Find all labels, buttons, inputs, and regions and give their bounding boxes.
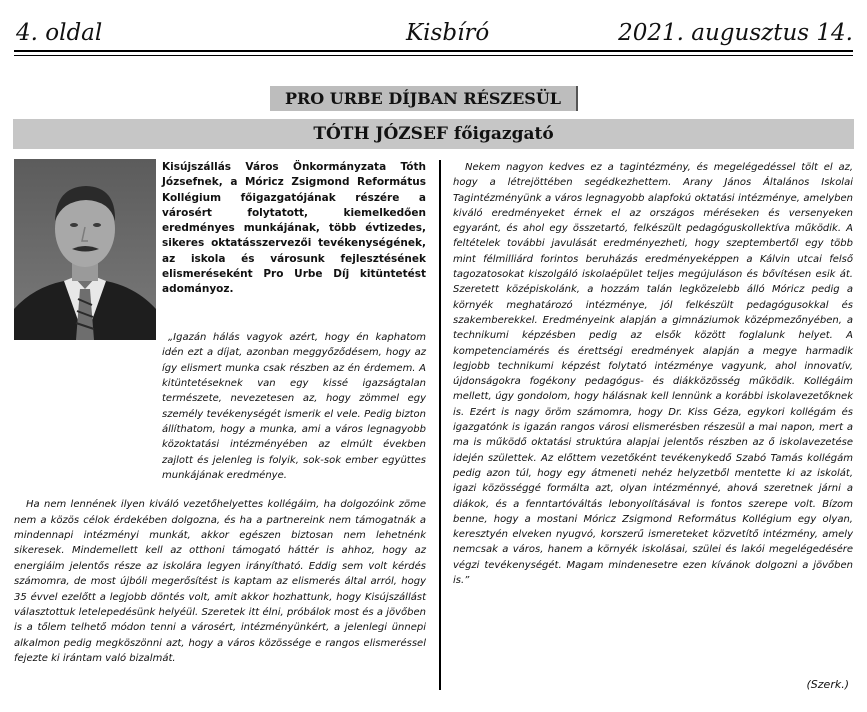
issue-date: 2021. augusztus 14. bbox=[618, 20, 853, 46]
column-divider bbox=[439, 160, 441, 690]
portrait-image bbox=[14, 159, 156, 340]
article-column-right bbox=[453, 160, 853, 588]
paragraph: Ha nem lennének ilyen kiváló vezetőhelyettes kollégáim, ha dolgozóink zöme nem a közös célok érdekében dolgozna, és ha a partnereink nem támogatnák a mindennapi intézményi munkát, akkor egészen biztosan nem lehetnénk sikeresek. Mindemellett kell az otthoni támogató háttér is ahhoz, hogy az energiáim jelentős része az iskolára legyen irányítható. Eddig sem volt kérdés számomra, de most újbóli megerősítést is kaptam az elismerés által arról, hogy 35 évvel ezelőtt a legjobb döntés volt, amit akkor hozhattunk, hogy Kisújszállást választottuk letelepedésünk helyéül. Szeretek itt élni, próbálok most és a jövőben is a tőlem telhető módon tenni a városért, intézményünkért, a jelenlegi ünnepi alkalmon pedig megköszönni azt, hogy a város közössége e rangos elismeréssel fejezte ki irántam való bizalmát. bbox=[14, 499, 426, 664]
page-header bbox=[14, 20, 853, 50]
header-rule-top bbox=[14, 50, 853, 52]
article-title: TÓTH JÓZSEF főigazgató bbox=[13, 119, 854, 149]
article-lead: Kisújszállás Város Önkormányzata Tóth Józsefnek, a Móricz Zsigmond Református Kollégium főigazgatójának részére a városért folytatott, kiemelkedően eredményes munkájának, több évtizedes, sikeres oktatásszervezői tevékenységének, az iskola és városunk fejlesztésének elismeréseként Pro Urbe Díj kitüntetést adományoz. bbox=[162, 161, 426, 296]
editor-signature: (Szerk.) bbox=[806, 678, 849, 691]
section-title: PRO URBE DÍJBAN RÉSZESÜL bbox=[270, 86, 578, 111]
portrait-photo bbox=[14, 159, 156, 340]
paragraph: „Igazán hálás vagyok azért, hogy én kaphatom idén ezt a díjat, azonban meggyőződésem, hogy az így elismert munka csak részben az én érdemem. A kitüntetéseknek van egy kissé igazságtalan természete, nevezetesen az, hogy zömmel egy személy tevékenységét ismerik el vele. Pedig bizton állíthatom, hogy a munka, ami a város legnagyobb közoktatási intézményében az elmúlt években zajlott és jelenleg is folyik, sok-sok ember együttes munkájának eredménye. bbox=[162, 332, 426, 482]
publication-name: Kisbíró bbox=[406, 20, 490, 46]
header-rule-bottom bbox=[14, 55, 853, 56]
article-column-left bbox=[14, 330, 426, 666]
page-number: 4. oldal bbox=[16, 20, 103, 46]
paragraph: Nekem nagyon kedves ez a tagintézmény, és megelégedéssel tölt el az, hogy a létrejöttében segédkezhettem. Arany János Általános Iskolai Tagintézményünk a város legnagyobb alapfokú oktatási intézménye, amelyben kiváló eredményeket érnek el az országos méréseken és versenyeken egyaránt, és ahol egy összetartó, felkészült pedagóguskollektíva működik. A feltételek további javulását eredményezheti, hogy szeptembertől egy több mint félmilliárd forintos beruházás eredményeképpen a Kálvin utcai felső tagozatosokat kiszolgáló iskolaépület teljes megújuláson és bővítésen esik át. Szeretett középiskolánk, a hozzám talán legközelebb álló Móricz pedig a környék meghatározó intézménye, jól felkészült pedagógusokkal és szakemberekkel. Eredményeink alapján a gimnáziumok középmezőnyében, a technikumi képzésben pedig az elsők között foglalunk helyet. A kompetenciamérés és érettségi eredmények alapján a megye harmadik legjobb technikumi képzést folytató intézménye vagyunk, ahol innovatív, újdonságokra fogékony pedagógus- és diákközösség működik. Kollégáim mellett, úgy gondolom, hogy hálásnak kell lennünk a korábbi iskolavezetőknek is. Ezért is nagy öröm számomra, hogy Dr. Kiss Géza, egykori kollégám és igazgatónk is igazán rangos városi elismerésben részesül a mai napon, mert a ma is működő oktatási struktúra alapjai jelentős részben az ő iskolavezetése idején születtek. Az előttem vezetőként tevékenykedő Szabó Tamás kollégám pedig azon túl, hogy egy átmeneti nehéz helyzetből mentette ki az iskolát, igazi közösséggé formálta azt, olyan intézménnyé, ahová szeretnek járni a diákok, és a fenntartóváltás lebonyolításával is fontos szerepe volt. Bízom benne, hogy a mostani Móricz Zsigmond Református Kollégium egy olyan, keresztyén elveken nyugvó, korszerű ismereteket közvetítő intézmény, amely nemcsak a város, hanem a környék iskolásai, szülei és lakói megelégedésére végzi tevékenységét. Magam mindenesetre ezen kívánok dolgozni a jövőben is.” bbox=[453, 162, 853, 587]
